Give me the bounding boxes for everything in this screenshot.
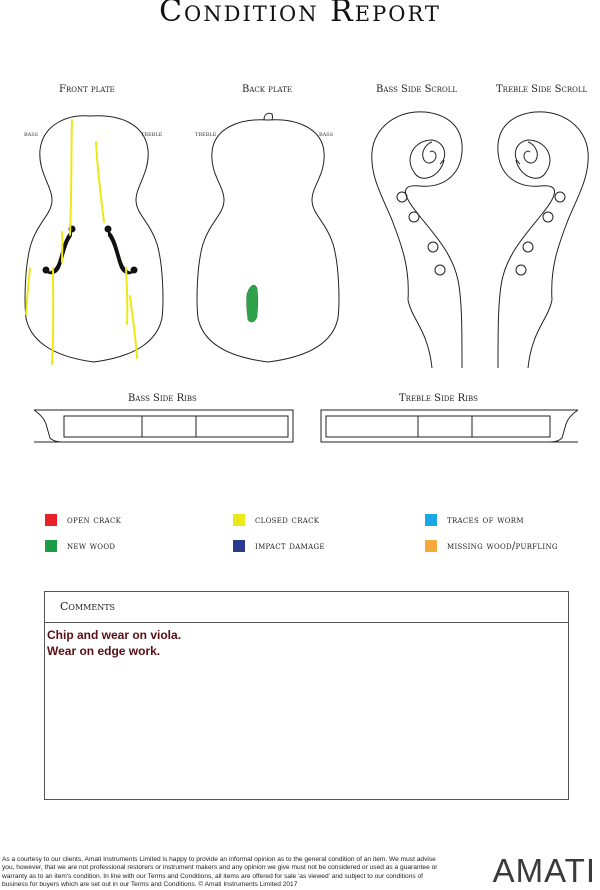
comments-body — [45, 623, 568, 659]
front-plate-label: Front plate — [59, 84, 115, 95]
treble-side-scroll-label: Treble Side Scroll — [496, 84, 588, 95]
treble-side-ribs-label: Treble Side Ribs — [399, 393, 478, 404]
legend-label: impact damage — [255, 540, 325, 552]
comment-line: Chip and wear on viola. — [47, 628, 182, 642]
legend-closed-crack — [233, 514, 319, 526]
legend-swatch-traces-of-worm — [425, 514, 437, 526]
treble-ribs-outline — [321, 410, 578, 442]
f-hole-right — [105, 226, 138, 275]
disclaimer-text: As a courtesy to our clients, Amati Instruments Limited is happy to provide an informal opinion as to the general condition of an item. We must advise you, however, that we are not professional restorers or instrument makers and any opinion we give must not be considered or used as a guarantee or warranty as to an item's condition. In line with our Terms and Conditions, all items are offered for sale 'as viewed' and subject to our conditions of business for buyers which are set out in our Terms and Conditions. © Amati Instruments Limited 2017 — [2, 856, 438, 889]
legend-open-crack — [45, 514, 121, 526]
front-bass-label: bass — [24, 130, 39, 138]
page-title: Condition Report — [159, 0, 441, 29]
legend-label: traces of worm — [447, 514, 524, 526]
bass-scroll-outline — [372, 112, 462, 368]
legend-swatch-missing-wood — [425, 540, 437, 552]
comments-box — [44, 591, 569, 800]
back-treble-label: treble — [195, 130, 217, 138]
bass-side-ribs-label: Bass Side Ribs — [128, 393, 197, 404]
back-new-wood-patch — [247, 285, 258, 322]
legend-label: closed crack — [255, 514, 320, 526]
legend-swatch-open-crack — [45, 514, 57, 526]
front-closed-cracks — [26, 120, 137, 364]
legend-swatch-impact-damage — [233, 540, 245, 552]
legend-swatch-new-wood — [45, 540, 57, 552]
back-plate-label: Back plate — [242, 84, 292, 95]
front-plate-outline — [25, 116, 163, 362]
legend-swatch-closed-crack — [233, 514, 245, 526]
treble-scroll-outline — [498, 112, 588, 368]
bass-ribs-outline — [34, 410, 293, 442]
front-treble-label: treble — [141, 130, 163, 138]
legend-missing-wood — [425, 540, 558, 552]
back-plate-outline — [197, 113, 339, 362]
legend-impact-damage — [233, 540, 325, 552]
legend-label: open crack — [67, 514, 122, 526]
legend-label: new wood — [67, 540, 116, 552]
amati-logo: AMATI — [492, 852, 596, 889]
back-bass-label: bass — [319, 130, 334, 138]
bass-side-scroll-label: Bass Side Scroll — [376, 84, 458, 95]
legend-label: missing wood/purfling — [447, 540, 558, 552]
comments-heading: Comments — [45, 592, 568, 623]
legend-traces-of-worm — [425, 514, 524, 526]
comment-line: Wear on edge work. — [47, 644, 161, 658]
legend-new-wood — [45, 540, 115, 552]
